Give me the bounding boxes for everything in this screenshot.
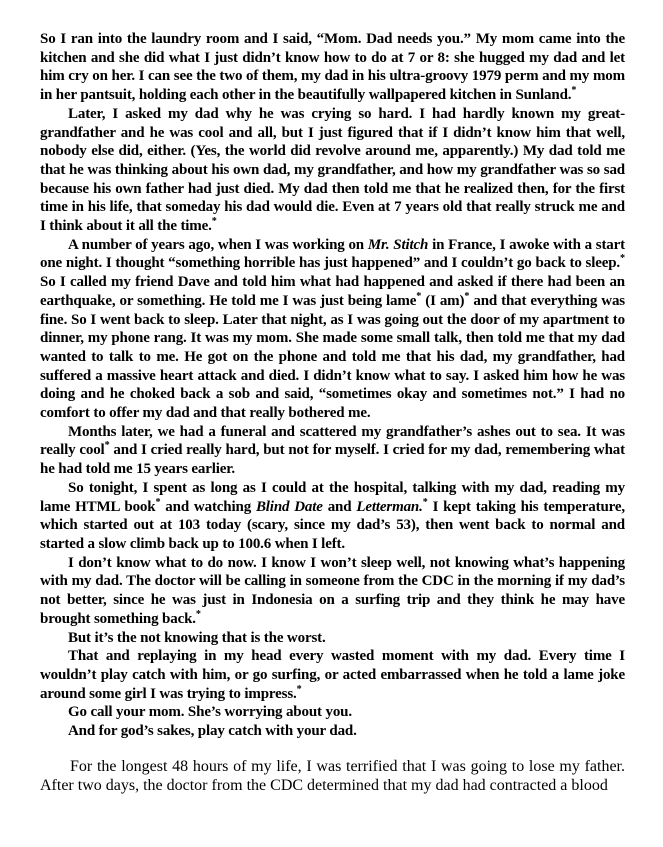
footnote-marker: * [416, 290, 422, 302]
paragraph [40, 703, 625, 722]
text-run: A number of years ago, when I was working on [68, 236, 368, 253]
paragraph [40, 479, 625, 554]
footnote-marker: * [571, 85, 577, 97]
footnote-marker: * [422, 496, 428, 508]
text-run: I kept taking his temperature, which started out at 103 today (scary, since my dad’s 53), then went back to normal and started a slow climb back up to 100.6 when I left. [40, 498, 625, 552]
text-run: So tonight, I spent as long as I could at the hospital, talking with my dad, reading my lame HTML book [40, 479, 625, 515]
text-run: and [322, 498, 357, 515]
paragraph [40, 554, 625, 629]
text-run: and I cried really hard, but not for myself. I cried for my dad, remembering what he had told me 15 years earlier. [40, 442, 625, 478]
paragraph [40, 757, 625, 796]
text-run: I don’t know what to do now. I know I won’t sleep well, not knowing what’s happening with my dad. The doctor will be calling in someone from the CDC in the morning if my dad’s not better, since he was just in Indonesia on a surfing trip and they think he may have brought something back. [40, 554, 625, 627]
footnote-marker: * [464, 290, 470, 302]
text-run: For the longest 48 hours of my life, I was terrified that I was going to lose my father. After two days, the doctor from the CDC determined that my dad had contracted a blood [40, 757, 625, 795]
footnote-marker: * [211, 216, 217, 228]
paragraph [40, 629, 625, 648]
text-run: Letterman. [356, 498, 423, 515]
paragraph [40, 722, 625, 741]
footnote-marker: * [620, 253, 625, 265]
text-run: Later, I asked my dad why he was crying so hard. I had hardly known my great-grandfather and he was cool and all, but I just figured that if I didn’t know him that well, nobody else did, either. (Yes, the world did revolve around me, apparently.) My dad told me that he was thinking about his own dad, my grandfather, and how my grandfather was so sad because his own father had just died. My dad then told me that he realized then, for the first time in his life, that someday his dad would die. Even at 7 years old that really struck me and I think about it all the time. [40, 105, 625, 235]
paragraph [40, 105, 625, 236]
paragraph [40, 423, 625, 479]
footnote-marker: * [195, 608, 201, 620]
text-run: and watching [160, 498, 256, 515]
text-run: That and replaying in my head every wasted moment with my dad. Every time I wouldn’t play catch with him, or go surfing, or acted embarrassed when he told a lame joke around some girl I was trying to impress. [40, 648, 625, 702]
paragraph [40, 236, 625, 423]
text-run: So I called my friend Dave and told him what had happened and asked if there had been an earthquake, or something. He told me I was just being lame [40, 274, 625, 309]
footnote-marker: * [104, 440, 110, 452]
paragraph [40, 30, 625, 105]
text-run: (I am) [421, 292, 465, 309]
footnote-marker: * [155, 496, 161, 508]
text-run: Months later, we had a funeral and scattered my grandfather’s ashes out to sea. It was really cool [40, 423, 625, 459]
footnote-marker: * [296, 683, 302, 695]
text-run: Blind Date [255, 498, 323, 515]
text-run: in France, I awoke with a start one night. I thought “something horrible has just happened” and I couldn’t go back to sleep. [40, 236, 625, 272]
blog-entry-section [40, 30, 625, 741]
paragraph [40, 647, 625, 703]
text-run: And for god’s sakes, play catch with your dad. [68, 723, 357, 740]
text-run: Go call your mom. She’s worrying about you. [68, 704, 352, 721]
text-run: But it’s the not knowing that is the worst. [68, 629, 326, 646]
text-run: Mr. Stitch [367, 236, 429, 253]
text-run: and that everything was fine. So I went back to sleep. Later that night, as I was going out the door of my apartment to dinner, my phone rang. It was my mom. She made some small talk, then told me that my dad wanted to talk to me. He got on the phone and told me that his dad, my grandfather, had suffered a massive heart attack and died. I didn’t know what to say. I asked him how he was doing and he choked back a sob and said, “sometimes okay and sometimes not.” I had no comfort to offer my dad and that really bothered me. [40, 292, 625, 422]
text-run: So I ran into the laundry room and I said, “Mom. Dad needs you.” My mom came into the kitchen and she did what I just didn’t know how to do at 7 or 8: she hugged my dad and let him cry on her. I can see the two of them, my dad in his ultra-groovy 1979 perm and my mom in her pantsuit, holding each other in the beautifully wallpapered kitchen in Sunland. [40, 31, 625, 104]
narrative-section [40, 757, 625, 796]
